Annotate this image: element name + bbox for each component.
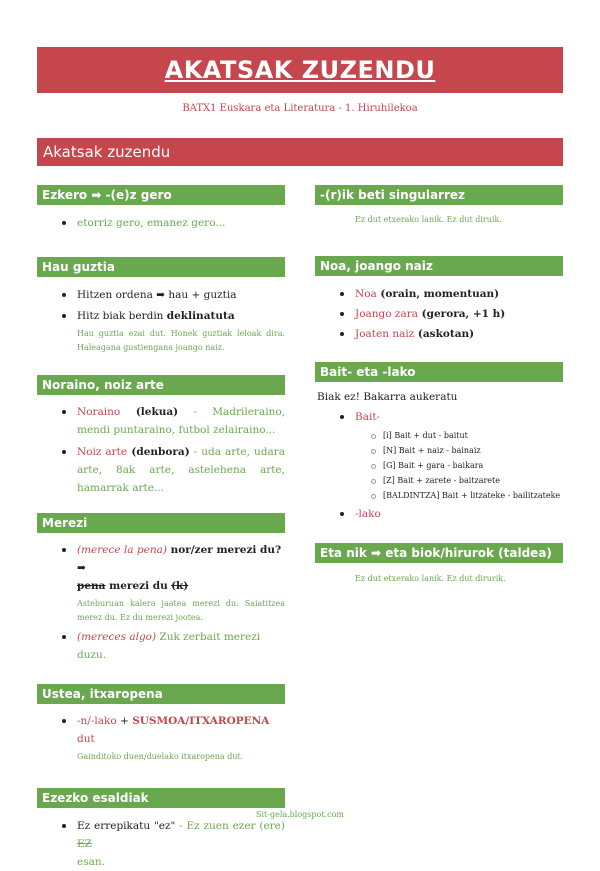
ezezko-heading: Ezezko esaldiak xyxy=(37,788,285,808)
noraino-item2: Noiz arte (denbora) - uda arte, udara arte, 8ak arte, astelehena arte, hamarrak arte... xyxy=(37,443,285,497)
bait-heading: Bait- eta -lako xyxy=(315,362,563,382)
lako-label: -lako xyxy=(315,505,563,523)
noraino-heading: Noraino, noiz arte xyxy=(37,375,285,395)
noa-item: Joaten naiz (askotan) xyxy=(315,325,563,343)
left-column xyxy=(37,185,285,871)
merezi-item2: (mereces algo) Zuk zerbait merezi duzu. xyxy=(37,628,285,664)
merezi-heading: Merezi xyxy=(37,513,285,533)
noraino-item1: Noraino (lekua) - Madrileraino, mendi puntaraino, futbol zelairaino... xyxy=(37,403,285,439)
bait-sub-item: [i] Bait + dut - baitut xyxy=(369,428,563,443)
title-banner xyxy=(37,47,563,93)
merezi-note: Asteburuan kalera jaatea merezi du. Saiatitzea merez du. Ez du merezi jootea. xyxy=(77,599,285,622)
noa-item: Joango zara (gerora, +1 h) xyxy=(315,305,563,323)
bait-label: Bait- xyxy=(315,408,563,426)
section-banner xyxy=(37,138,563,166)
section-title: Akatsak zuzendu xyxy=(43,143,171,161)
noa-item: Noa (orain, momentuan) xyxy=(315,285,563,303)
eta-nik-note: Ez dut etxerako lanik. Ez dut dirurik. xyxy=(355,574,506,583)
footer-url: Sit-gela.blogspot.com xyxy=(256,810,344,819)
hau-guztia-heading: Hau guztia xyxy=(37,257,285,277)
bait-sub-item: [BALDINTZA] Bait + litzateke - bailitzateke xyxy=(369,488,563,503)
hau-guztia-item1: Hitzen ordena ➡ hau + guztia xyxy=(37,286,285,304)
ustea-item: -n/-lako + SUSMOA/ITXAROPENA dut xyxy=(37,712,285,748)
ik-heading: -(r)ik beti singularrez xyxy=(315,185,563,205)
ustea-heading: Ustea, itxaropena xyxy=(37,684,285,704)
subtitle: BATX1 Euskara eta Literatura - 1. Hiruhilekoa xyxy=(182,103,418,114)
eta-nik-heading: Eta nik ➡ eta biok/hirurok (taldea) xyxy=(315,543,563,563)
ezezko-item: Ez errepikatu "ez" - Ez zuen ezer (ere) EZ esan. xyxy=(37,817,285,871)
bait-sub-item: [N] Bait + naiz - bainaiz xyxy=(369,443,563,458)
ustea-note: Gainditoko duen/duelako itxaropena dut. xyxy=(77,752,244,761)
hau-guztia-note: Hau guztia ezai dut. Honek guztiak leloak dira. Haleagana gustiengana joango naiz. xyxy=(77,329,285,352)
bait-sub-item: [G] Bait + gara - baikara xyxy=(369,458,563,473)
bait-sub-item: [Z] Bait + zarete - baitzarete xyxy=(369,473,563,488)
hau-guztia-item2: Hitz biak berdin deklinatuta xyxy=(37,307,285,325)
noa-heading: Noa, joango naiz xyxy=(315,256,563,276)
bait-intro: Biak ez! Bakarra aukeratu xyxy=(317,391,458,403)
merezi-item1: (merece la pena) nor/zer merezi du? ➡ pena merezi du (k) xyxy=(37,541,285,595)
right-column xyxy=(315,185,563,586)
ezkero-item: etorriz gero, emanez gero... xyxy=(37,214,285,232)
ezkero-heading: Ezkero ➡ -(e)z gero xyxy=(37,185,285,205)
page-title: AKATSAK ZUZENDU xyxy=(164,56,436,84)
ik-note: Ez dut etxerako lanik. Ez dut diruik. xyxy=(355,215,502,224)
